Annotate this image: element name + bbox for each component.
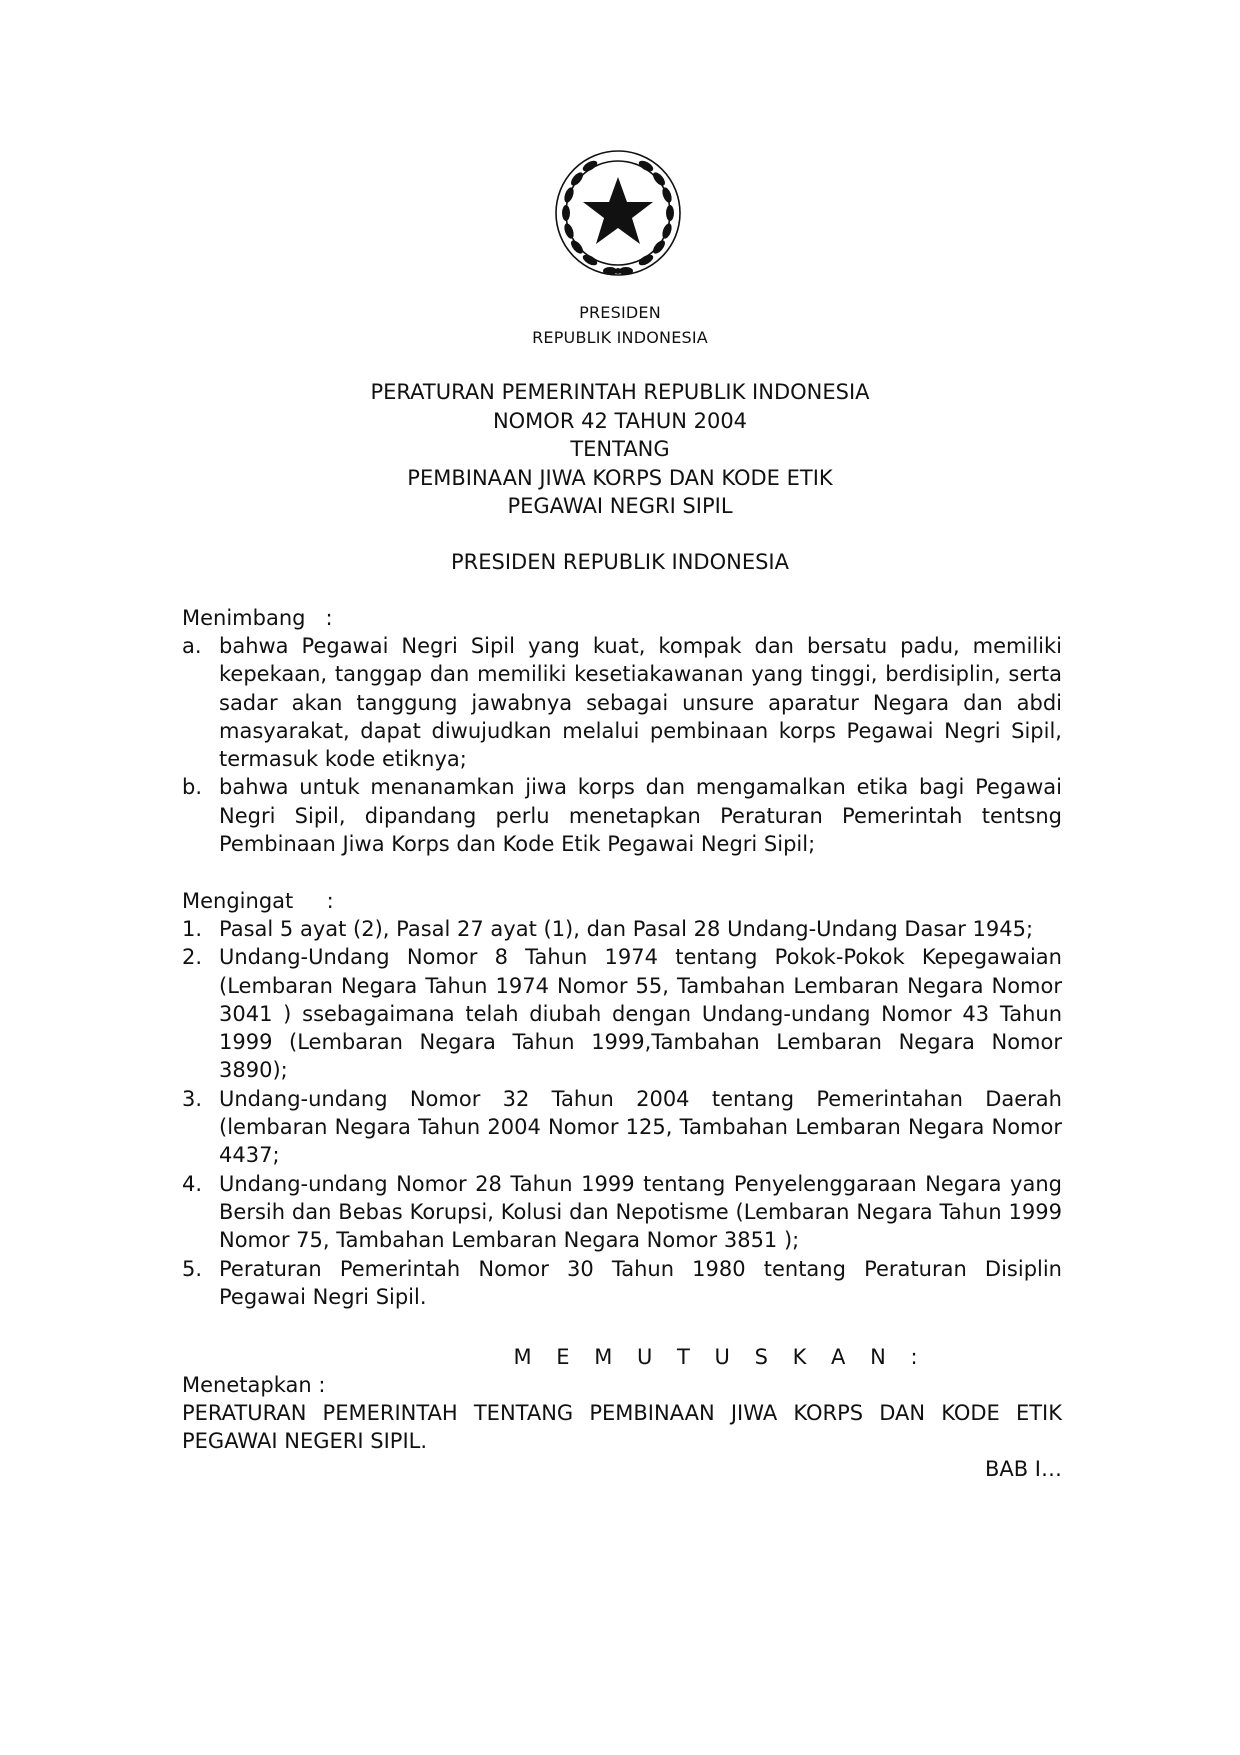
title-line-2: NOMOR 42 TAHUN 2004 [492,408,748,433]
list-item [182,632,1062,773]
item-marker: b. [182,775,203,800]
list-item [182,1085,1062,1170]
list-item [182,943,1062,1084]
list-item [182,915,1062,943]
item-marker: 3. [182,1086,203,1111]
list-item [182,1255,1062,1312]
title-line-3: TENTANG [570,437,670,461]
office-line-1: PRESIDEN [579,303,661,322]
office-line-2: REPUBLIK INDONESIA [532,328,708,347]
continuation-marker: BAB I… [984,1457,1062,1481]
regulation-title [0,378,1240,521]
title-line-1: PERATURAN PEMERINTAH REPUBLIK INDONESIA [370,380,870,404]
item-marker: 1. [182,917,203,941]
list-item [182,1170,1062,1255]
item-text: Undang-undang Nomor 32 Tahun 2004 tentang Pemerintahan Daerah (lembaran Negara Tahun 2004 Nomor 125, Tambahan Lembaran Negara Nomor 4437; [219,1086,1062,1168]
menimbang-list [182,632,1062,858]
menetapkan-text: PERATURAN PEMERINTAH TENTANG PEMBINAAN JIWA KORPS DAN KODE ETIK PEGAWAI NEGERI SIPIL. [182,1401,1062,1454]
item-marker: 5. [182,1256,203,1281]
item-text: Undang-Undang Nomor 8 Tahun 1974 tentang Pokok-Pokok Kepegawaian (Lembaran Negara Tahun 1974 Nomor 55, Tambahan Lembaran Negara Nomor 3041 ) ssebagaimana telah diubah dengan Undang-undang Nomor 43 Tahun 1999 (Lembaran Negara Tahun 1999,Tambahan Lembaran Negara Nomor 3890); [219,945,1062,1083]
title-line-5: PEGAWAI NEGRI SIPIL [507,494,733,518]
mengingat-label: Mengingat : [182,889,334,913]
issuer-heading: PRESIDEN REPUBLIK INDONESIA [451,550,789,574]
item-marker: 4. [182,1171,203,1196]
item-text: Peraturan Pemerintah Nomor 30 Tahun 1980 tentang Peraturan Disiplin Pegawai Negri Sipil. [219,1256,1062,1309]
presidential-emblem-icon [548,143,688,283]
mengingat-list [182,915,1062,1311]
title-line-4: PEMBINAAN JIWA KORPS DAN KODE ETIK [407,465,833,490]
item-marker: 2. [182,945,203,970]
item-marker: a. [182,634,202,658]
memutuskan-heading: M E M U T U S K A N : [513,1345,927,1369]
item-text: Pasal 5 ayat (2), Pasal 27 ayat (1), dan Pasal 28 Undang-Undang Dasar 1945; [219,917,1034,941]
menimbang-label: Menimbang : [182,606,333,630]
item-text: bahwa untuk menanamkan jiwa korps dan mengamalkan etika bagi Pegawai Negri Sipil, dipandang perlu menetapkan Peraturan Pemerintah tentsng Pembinaan Jiwa Korps dan Kode Etik Pegawai Negri Sipil; [219,775,1062,857]
item-text: Undang-undang Nomor 28 Tahun 1999 tentang Penyelenggaraan Negara yang Bersih dan Bebas Korupsi, Kolusi dan Nepotisme (Lembaran Negara Tahun 1999 Nomor 75, Tambahan Lembaran Negara Nomor 3851 ); [219,1171,1062,1253]
menetapkan-label: Menetapkan : [182,1373,326,1397]
item-text: bahwa Pegawai Negri Sipil yang kuat, kompak dan bersatu padu, memiliki kepekaan, tanggap dan memiliki kesetiakawanan yang tinggi, berdisiplin, serta sadar akan tanggung jawabnya sebagai unsure aparatur Negara dan abdi masyarakat, dapat diwujudkan melalui pembinaan korps Pegawai Negri Sipil, termasuk kode etiknya; [219,634,1062,772]
list-item [182,773,1062,858]
